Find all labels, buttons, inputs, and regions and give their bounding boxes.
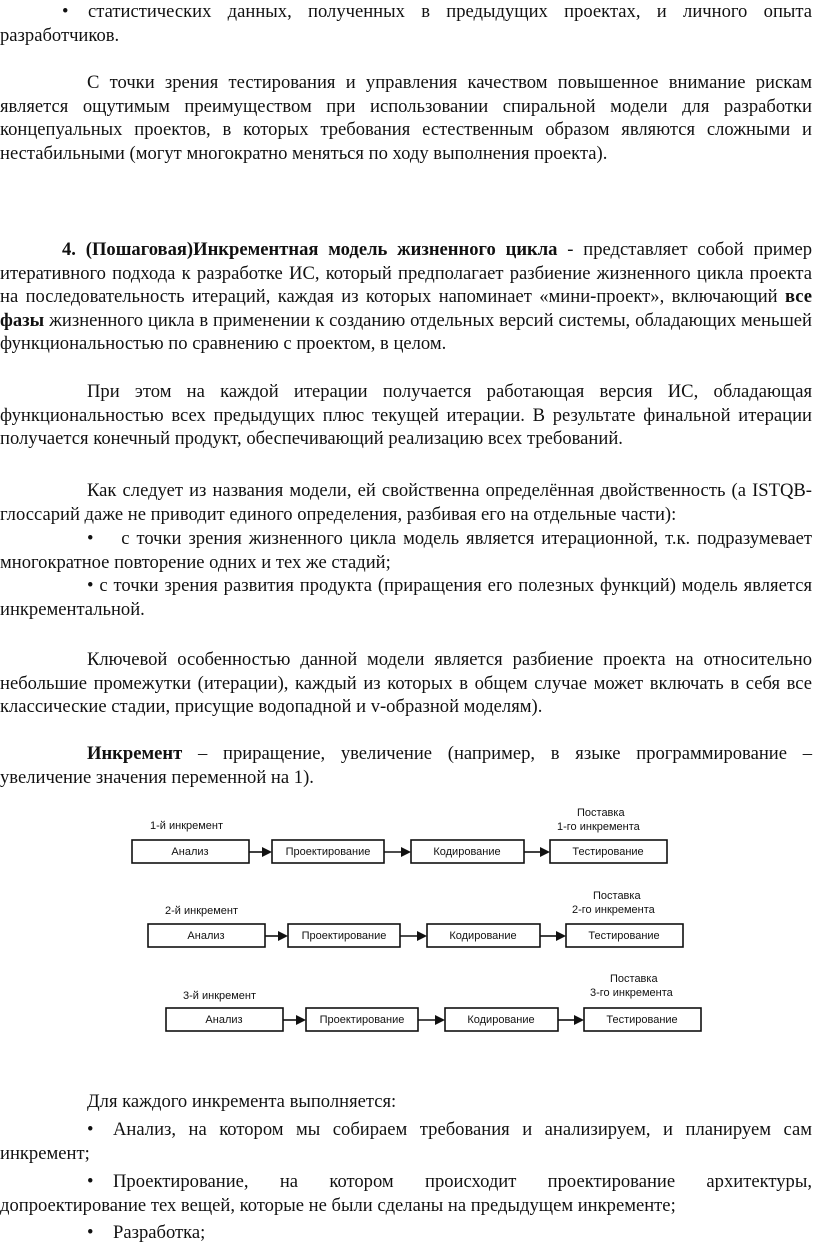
bullet-text: Анализ, на котором мы собираем требования и анализируем, и планируем сам инкремент; [0,1119,812,1164]
duality-paragraph: Как следует из названия модели, ей свойственна определённая двойственность (а ISTQB-глоссарий даже не приводит единого определения, разбивая его на отдельные части): [0,480,812,525]
increment-label: 3-й инкремент [183,990,257,1002]
bullet-marker: • [87,528,94,549]
key-feature-paragraph: Ключевой особенностью данной модели является разбиение проекта на относительно небольшие промежутки (итерации), каждый из которых в общем случае может включать в себя все классические стадии, присущие водопадной и v-образной моделям). [0,649,812,717]
increment-row-2 [148,890,683,947]
increment-row-3 [166,973,701,1031]
delivery-label: Поставка [577,807,625,819]
stage-analysis: Анализ [187,930,225,942]
per-increment-item-1 [0,1118,812,1165]
duality-bullet-2 [0,574,812,621]
bullet-text: статистических данных, полученных в предыдущих проектах, и личного опыта разработчиков. [0,1,812,46]
stage-coding: Кодирование [433,846,501,858]
delivery-label: Поставка [610,973,658,985]
arrow-head [435,1015,445,1025]
delivery-increment: 3-го инкремента [590,987,673,999]
bullet-marker: • [87,1222,94,1243]
bullet-text: с точки зрения жизненного цикла модель является итерационной, т.к. подразумевает многократное повторение одних и тех же стадий; [0,528,813,573]
per-increment-item-2 [0,1170,812,1217]
stage-analysis: Анализ [205,1014,243,1026]
stage-testing: Тестирование [572,846,644,858]
bullet-marker: • [62,1,69,22]
stage-analysis: Анализ [171,846,209,858]
stage-design: Проектирование [285,846,371,858]
arrow-head [556,931,566,941]
bullet-text: Разработка; [113,1222,206,1243]
arrow-head [278,931,288,941]
arrow-head [540,847,550,857]
stage-coding: Кодирование [467,1014,535,1026]
arrow-head [401,847,411,857]
bullet-marker: • [87,1171,94,1192]
delivery-label: Поставка [593,890,641,902]
delivery-increment: 2-го инкремента [572,904,655,916]
section-text-1: - представляет собой пример итеративного подхода к разработке ИС, который предполагает разбиение жизненного цикла проекта на последовательность итераций, каждая из которых напоминает «мини-проект», включающий [0,239,813,307]
section-number: 4. [62,239,76,260]
bold-phrase: все фазы [0,286,812,331]
stage-testing: Тестирование [588,930,660,942]
increment-definition [0,742,812,789]
delivery-increment: 1-го инкремента [557,821,640,833]
arrow-head [262,847,272,857]
bullet-text: с точки зрения развития продукта (приращения его полезных функций) модель является инкрементальной. [0,575,812,620]
bullet-continuation [0,0,812,47]
stage-coding: Кодирование [449,930,517,942]
stage-design: Проектирование [301,930,387,942]
stage-design: Проектирование [319,1014,405,1026]
increment-label: 1-й инкремент [150,820,224,832]
duality-bullet-1 [0,527,812,574]
risk-paragraph: С точки зрения тестирования и управления качеством повышенное внимание рискам является ощутимым преимуществом при использовании спиральной модели для разработки концепуальных проектов, в которых требования естественным образом являются сложными и нестабильными (могут многократно меняться по ходу выполнения проекта). [0,72,812,164]
term: Инкремент [87,743,183,764]
bullet-marker: • [87,575,94,596]
arrow-head [417,931,427,941]
increment-row-1 [132,807,667,863]
bullet-text: Проектирование, на котором происходит проектирование архитектуры, допроектирование тех вещей, которые не были сделаны на предыдущем инкременте; [0,1171,812,1216]
working-version-paragraph: При этом на каждой итерации получается работающая версия ИС, обладающая функциональностью всех предыдущих плюс текущей итерации. В результате финальной итерации получается конечный продукт, обеспечивающий реализацию всех требований. [0,381,812,449]
per-increment-item-3 [0,1221,812,1245]
arrow-head [574,1015,584,1025]
stage-testing: Тестирование [606,1014,678,1026]
section-text-2: жизненного цикла в применении к созданию отдельных версий системы, обладающих меньшей функциональностью по сравнению с проектом, в целом. [0,309,812,354]
bullet-marker: • [87,1119,94,1140]
term-definition: – приращение, увеличение (например, в языке программирование – увеличение значения переменной на 1). [0,743,812,788]
arrow-head [296,1015,306,1025]
section-4-paragraph [0,238,812,356]
incremental-model-diagram [0,790,816,1070]
per-increment-lead: Для каждого инкремента выполняется: [87,1091,397,1112]
section-heading: (Пошаговая)Инкрементная модель жизненного цикла [85,239,558,260]
increment-label: 2-й инкремент [165,905,239,917]
